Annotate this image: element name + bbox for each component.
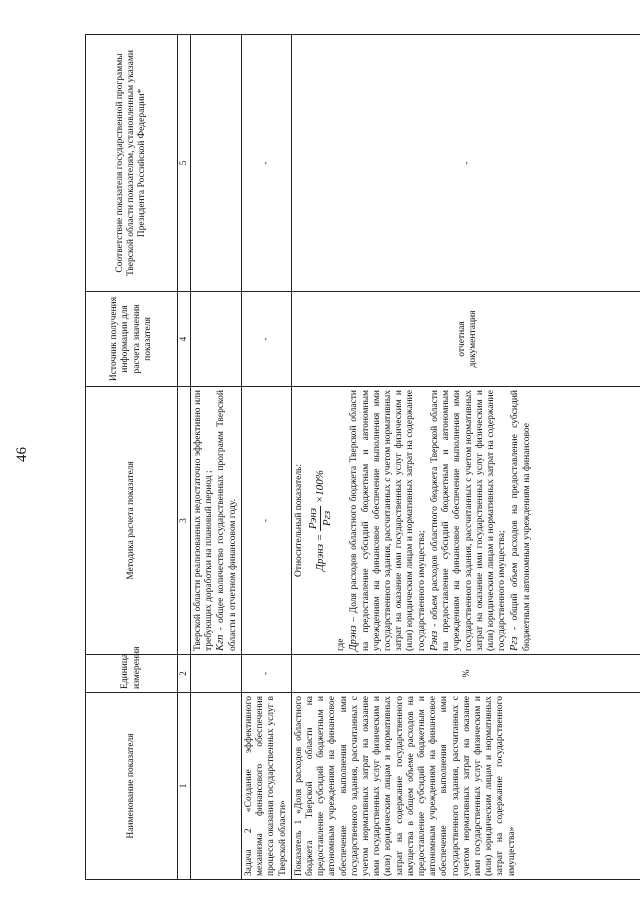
formula-denominator: Ргз [320,510,333,527]
indicator-unit: % [291,655,640,693]
column-number: 1 [178,693,191,880]
task-name: Задача 2 «Создание эффективного механизма финансового обеспечения процесса оказания государственных услуг в Тверской области» [241,693,291,880]
variable-definition: – Доля расходов областного бюджета Тверской области на предоставление субсидий бюджетным и автономным учреждениям на финансовое обеспечение выполнения ими государственного задания, рассчитанных с учетом нормативных затрат на оказание ими государственных услуг физическим и (или) юридическим лицам и нормативных затрат на содержание государственного имущества; [349,390,427,651]
empty-cell [191,35,242,292]
empty-cell [191,693,242,880]
header-source: Источник получения информации для расчета значения показателя [86,292,178,387]
where-label: где [335,638,346,651]
page-number-area [0,428,44,480]
variable-definition: - объем расходов областного бюджета Тверской области на предоставление субсидий бюджетным и автономным учреждениям на финансовое обеспечение выполнения ими государственного задания, рассчитанных с учетом нормативных затрат на оказание ими государственных услуг физическим и (или) юридическим лицам и нормативных затрат на содержание государственного имущества; [429,390,508,651]
indicator-method-cell [291,387,640,655]
header-unit: Единица измерения [86,655,178,693]
indicator-row [291,35,640,880]
column-number: 2 [178,655,191,693]
indicator-correspondence: - [291,35,640,292]
indicator-source: отчетная документация [291,292,640,387]
task-source: - [241,292,291,387]
variable-definition: - общий объем расходов на предоставление субсидий бюджетным и автономным учреждениям на финансовое [510,390,532,651]
column-number: 3 [178,387,191,655]
rotated-table-container [85,35,640,880]
definition-2 [429,390,509,651]
header-method: Методика расчета показателя [86,387,178,655]
header-indicator-name: Наименование показателя [86,693,178,880]
formula-numerator: Рэнз [307,507,319,530]
variable-symbol: Рэнз [428,630,440,651]
variable-symbol: Ргз [509,636,521,651]
continuation-row [191,35,242,880]
column-number-row [178,35,191,880]
continuation-method-text: Тверской области реализованных недостаточно эффективно или требующих доработки на плановый период ; [193,390,215,651]
definition-3 [509,390,533,651]
task-row [241,35,291,880]
indicator-table [85,34,640,880]
column-number: 4 [178,292,191,387]
continuation-method-cell [191,387,242,655]
definition-1 [348,390,428,651]
variable-symbol: Дрэнз [348,625,360,651]
variable-definition: - общее количество государственных программ Тверской области в отчетном финансовом году. [216,390,238,651]
formula [307,390,334,651]
column-number: 5 [178,35,191,292]
table-header-row [86,35,178,880]
header-correspondence: Соответствие показателя государственной программы Тверской области показателям, установленным указами Президента Российской Федерации* [86,35,178,292]
variable-symbol: Кгп [215,634,227,651]
formula-multiplier: ×100% [314,470,326,504]
page-number: 46 [13,446,30,462]
task-unit: - [241,655,291,693]
empty-cell [191,655,242,693]
empty-cell [191,292,242,387]
formula-lhs: Дрэнз = [314,533,326,571]
method-intro: Относительный показатель: [293,463,304,578]
indicator-name: Показатель 1 «Доля расходов областного бюджета Тверской области на предоставление субсидий бюджетным и автономным учреждениям на финансовое обеспечение выполнения ими государственного задания, рассчитанных с учетом нормативных затрат на оказание ими государственных услуг физическим и (или) юридическим лицам и нормативных затрат на содержание государственного имущества в общем объеме расходов на предоставление субсидий бюджетным и автономным учреждениям на финансовое обеспечение выполнения ими государственного задания, рассчитанных с учетом нормативных затрат на оказание ими государственных услуг физическим и (или) юридическим лицам и нормативных затрат на содержание государственного имущества» [291,693,640,880]
task-correspondence: - [241,35,291,292]
formula-fraction [307,506,334,531]
task-method: - [241,387,291,655]
